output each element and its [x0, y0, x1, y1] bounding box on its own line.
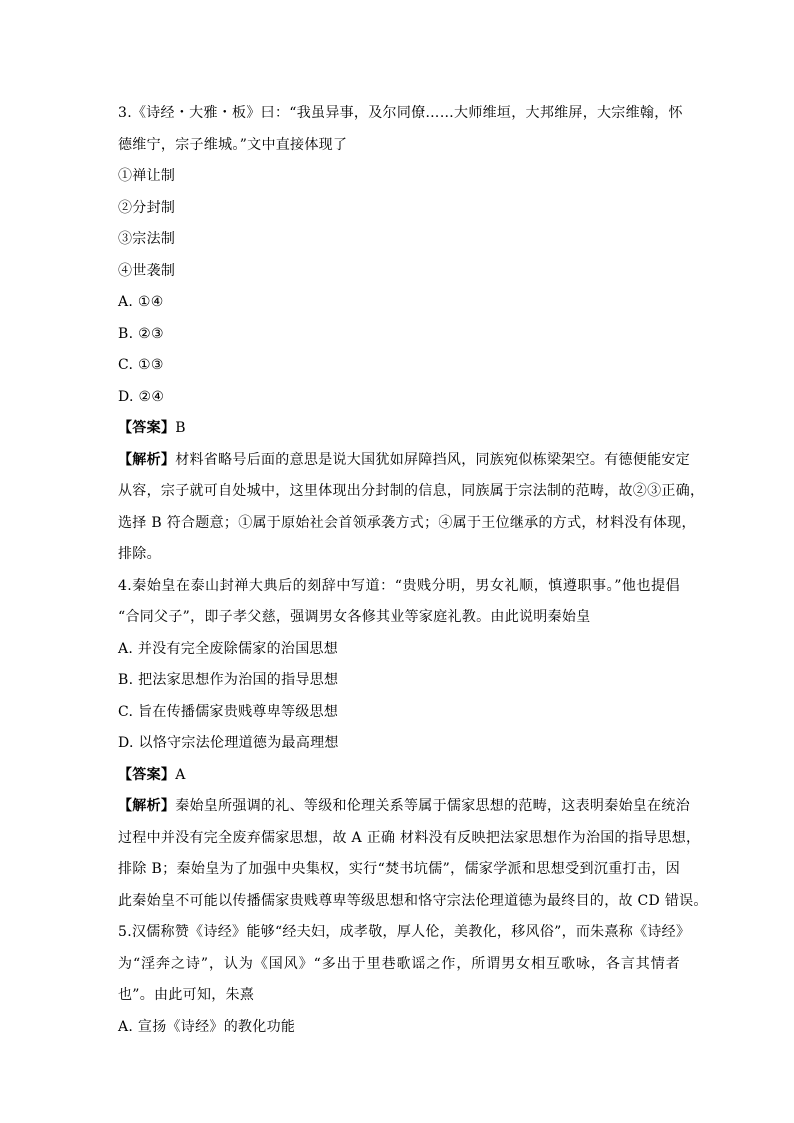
statement-item: ③宗法制 — [118, 231, 176, 247]
statement-item: ②分封制 — [118, 199, 176, 216]
question-stem-line: 3.《诗经・大雅・板》曰：“我虽异事，及尔同僚……大师维垣，大邦维屏，大宗维翰，怀 — [118, 105, 683, 121]
answer-line — [118, 413, 680, 445]
option-b: B. ②③ — [118, 325, 164, 342]
statement-item: ①禅让制 — [118, 168, 176, 184]
answer-value: B — [175, 420, 186, 436]
question-3 — [118, 98, 705, 571]
option-a: A. 并没有完全废除儒家的治国思想 — [118, 640, 339, 657]
answer-value: A — [175, 766, 186, 783]
analysis-label: 【解析】 — [118, 451, 176, 468]
analysis-line: 从容，宗子就可自处城中，这里体现出分封制的信息，同族属于宗法制的范畴，故②③正确， — [118, 483, 705, 499]
option-c: C. ①③ — [118, 357, 164, 373]
option-c: C. 旨在传播儒家贵贱尊卑等级思想 — [118, 703, 339, 720]
question-stem-line: 为“淫奔之诗”，认为《国风》“多出于里巷歌谣之作，所谓男女相互歌咏，各言其情者 — [118, 955, 680, 972]
analysis-line — [118, 445, 691, 477]
option-d: D. 以恪守宗法伦理道德为最高理想 — [118, 735, 339, 751]
statement-item: ④世袭制 — [118, 262, 176, 279]
analysis-line: 此秦始皇不可能以传播儒家贵贱尊卑等级思想和恪守宗法伦理道德为最终目的，故 CD 错误。 — [118, 892, 708, 909]
analysis-line: 选择 B 符合题意；①属于原始社会首领承袭方式；④属于王位继承的方式，材料没有体现， — [118, 514, 696, 531]
analysis-text: 秦始皇所强调的礼、等级和伦理关系等属于儒家思想的范畴，这表明秦始皇在统治 — [175, 798, 691, 814]
question-stem-line: “合同父子”，即子孝父慈，强调男女各修其业等家庭礼教。由此说明秦始皇 — [118, 609, 591, 625]
analysis-line — [118, 791, 691, 823]
question-stem-line: 5.汉儒称赞《诗经》能够“经夫妇，成孝敬，厚人伦，美教化，移风俗”，而朱熹称《诗经》 — [118, 924, 691, 940]
question-stem-line: 德维宁，宗子维城。”文中直接体现了 — [118, 136, 348, 153]
option-b: B. 把法家思想作为治国的指导思想 — [118, 672, 339, 688]
question-4 — [118, 571, 708, 918]
question-5 — [118, 917, 691, 1043]
analysis-text: 材料省略号后面的意思是说大国犹如屏障挡风，同族宛似栋梁架空。有德便能安定 — [175, 451, 691, 468]
answer-label: 【答案】 — [118, 420, 176, 436]
document-page — [118, 98, 708, 1043]
analysis-label: 【解析】 — [118, 798, 176, 814]
analysis-line: 过程中并没有完全废弃儒家思想，故 A 正确 材料没有反映把法家思想作为治国的指导思想， — [118, 829, 701, 846]
answer-label: 【答案】 — [118, 766, 176, 783]
question-stem-line: 也”。由此可知，朱熹 — [118, 987, 255, 1003]
option-a: A. ①④ — [118, 294, 164, 310]
analysis-line: 排除。 — [118, 546, 161, 562]
question-stem-line: 4.秦始皇在泰山封禅大典后的刻辞中写道：“贵贱分明，男女礼顺，慎遵职事。”他也提倡 — [118, 577, 680, 594]
option-d: D. ②④ — [118, 388, 165, 405]
option-a: A. 宣扬《诗经》的教化功能 — [118, 1018, 296, 1035]
analysis-line: 排除 B；秦始皇为了加强中央集权，实行“焚书坑儒”，儒家学派和思想受到沉重打击，因 — [118, 861, 680, 877]
answer-line — [118, 760, 680, 792]
